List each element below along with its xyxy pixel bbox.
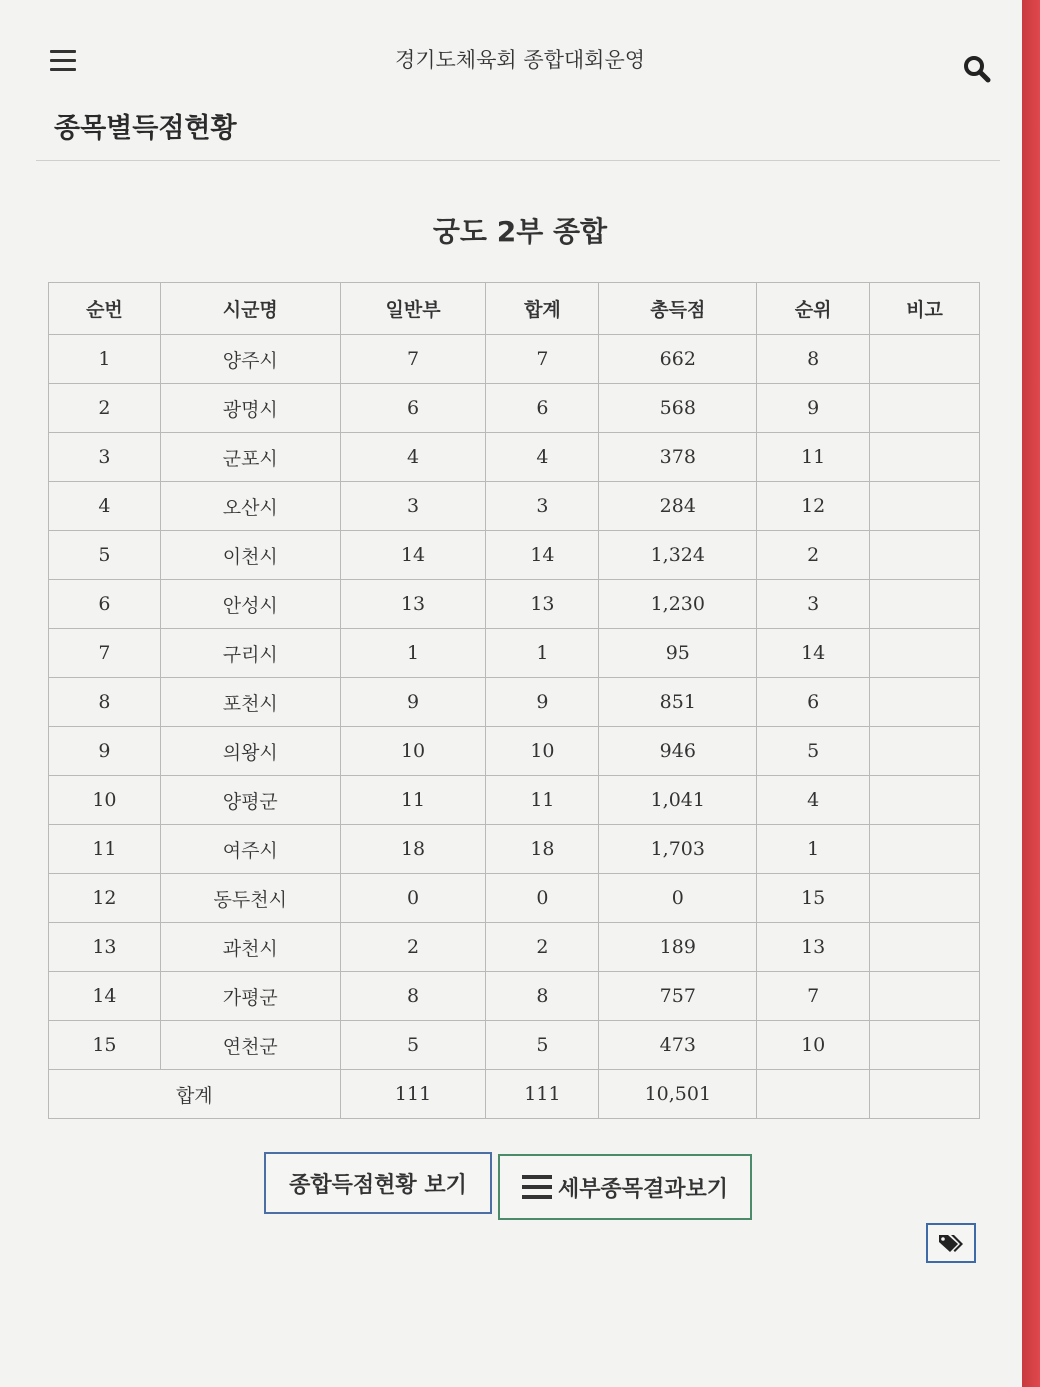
sum-points: 5 [486,1021,599,1070]
general-points: 5 [340,1021,486,1070]
table-row [49,776,980,825]
table-row [49,482,980,531]
column-header: 순번 [49,283,161,335]
row-number: 14 [49,972,161,1021]
general-points: 4 [340,433,486,482]
sum-points: 9 [486,678,599,727]
red-background-edge [1022,0,1040,1387]
sum-points: 2 [486,923,599,972]
total-score-view-button[interactable] [264,1152,492,1214]
detail-result-view-button[interactable] [498,1154,752,1220]
total-score: 189 [599,923,757,972]
city-name: 군포시 [160,433,340,482]
sum-points: 13 [486,580,599,629]
rank: 8 [757,335,870,384]
total-score: 378 [599,433,757,482]
row-number: 10 [49,776,161,825]
table-row [49,825,980,874]
table-row [49,923,980,972]
rank: 13 [757,923,870,972]
table-row [49,433,980,482]
total-score: 473 [599,1021,757,1070]
general-points: 11 [340,776,486,825]
table-row [49,629,980,678]
row-number: 3 [49,433,161,482]
sum-points: 18 [486,825,599,874]
tags-icon [937,1232,965,1254]
row-number: 12 [49,874,161,923]
general-points: 14 [340,531,486,580]
total-score: 946 [599,727,757,776]
sum-points: 6 [486,384,599,433]
total-score: 10,501 [599,1070,757,1119]
city-name: 오산시 [160,482,340,531]
rank: 12 [757,482,870,531]
score-table [48,282,980,1119]
column-header: 합계 [486,283,599,335]
table-header-row [49,283,980,335]
column-header: 총득점 [599,283,757,335]
total-score: 1,230 [599,580,757,629]
sum-points: 0 [486,874,599,923]
total-rank [757,1070,870,1119]
detail-result-view-label: 세부종목결과보기 [557,1176,729,1202]
table-title: 궁도 2부 종합 [432,215,608,248]
general-points: 18 [340,825,486,874]
table-row [49,727,980,776]
note [870,433,980,482]
total-score: 757 [599,972,757,1021]
table-row [49,972,980,1021]
total-score: 851 [599,678,757,727]
note [870,384,980,433]
table-row [49,874,980,923]
rank: 15 [757,874,870,923]
row-number: 6 [49,580,161,629]
city-name: 가평군 [160,972,340,1021]
rank: 2 [757,531,870,580]
note [870,531,980,580]
row-number: 11 [49,825,161,874]
app-title: 경기도체육회 종합대회운영 [394,48,646,72]
city-name: 양주시 [160,335,340,384]
rank: 10 [757,1021,870,1070]
row-number: 2 [49,384,161,433]
table-row [49,678,980,727]
total-score: 95 [599,629,757,678]
total-score-view-label: 종합득점현황 보기 [289,1172,467,1198]
table-row [49,384,980,433]
rank: 7 [757,972,870,1021]
note [870,923,980,972]
note [870,335,980,384]
list-icon [522,1175,552,1199]
table-row [49,1021,980,1070]
row-number: 13 [49,923,161,972]
total-score: 1,324 [599,531,757,580]
total-score: 1,041 [599,776,757,825]
general-points: 7 [340,335,486,384]
note [870,825,980,874]
note [870,629,980,678]
row-number: 5 [49,531,161,580]
rank: 3 [757,580,870,629]
general-points: 8 [340,972,486,1021]
total-sum: 111 [486,1070,599,1119]
city-name: 과천시 [160,923,340,972]
table-row [49,335,980,384]
row-number: 4 [49,482,161,531]
row-number: 1 [49,335,161,384]
total-general: 111 [340,1070,486,1119]
table-row [49,531,980,580]
sum-points: 7 [486,335,599,384]
city-name: 이천시 [160,531,340,580]
total-score: 0 [599,874,757,923]
city-name: 동두천시 [160,874,340,923]
general-points: 10 [340,727,486,776]
city-name: 연천군 [160,1021,340,1070]
general-points: 9 [340,678,486,727]
city-name: 포천시 [160,678,340,727]
note [870,874,980,923]
city-name: 여주시 [160,825,340,874]
city-name: 구리시 [160,629,340,678]
city-name: 의왕시 [160,727,340,776]
sum-points: 11 [486,776,599,825]
column-header: 비고 [870,283,980,335]
general-points: 3 [340,482,486,531]
sum-points: 8 [486,972,599,1021]
sum-points: 10 [486,727,599,776]
table-row [49,580,980,629]
general-points: 0 [340,874,486,923]
row-number: 8 [49,678,161,727]
rank: 1 [757,825,870,874]
city-name: 광명시 [160,384,340,433]
sum-points: 4 [486,433,599,482]
general-points: 2 [340,923,486,972]
rank: 11 [757,433,870,482]
general-points: 6 [340,384,486,433]
tags-button[interactable] [926,1223,976,1263]
column-header: 일반부 [340,283,486,335]
note [870,482,980,531]
rank: 14 [757,629,870,678]
city-name: 양평군 [160,776,340,825]
total-score: 1,703 [599,825,757,874]
row-number: 7 [49,629,161,678]
rank: 5 [757,727,870,776]
rank: 6 [757,678,870,727]
rank: 4 [757,776,870,825]
column-header: 시군명 [160,283,340,335]
rank: 9 [757,384,870,433]
total-score: 284 [599,482,757,531]
total-score: 662 [599,335,757,384]
page-title: 종목별득점현황 [54,113,237,144]
total-score: 568 [599,384,757,433]
note [870,580,980,629]
note [870,972,980,1021]
sum-points: 14 [486,531,599,580]
header-divider [36,160,1000,161]
general-points: 1 [340,629,486,678]
row-number: 15 [49,1021,161,1070]
city-name: 안성시 [160,580,340,629]
sum-points: 3 [486,482,599,531]
note [870,678,980,727]
note [870,1021,980,1070]
total-row [49,1070,980,1119]
total-note [870,1070,980,1119]
note [870,776,980,825]
column-header: 순위 [757,283,870,335]
row-number: 9 [49,727,161,776]
sum-points: 1 [486,629,599,678]
search-icon[interactable] [962,54,992,84]
general-points: 13 [340,580,486,629]
note [870,727,980,776]
total-label: 합계 [49,1070,341,1119]
